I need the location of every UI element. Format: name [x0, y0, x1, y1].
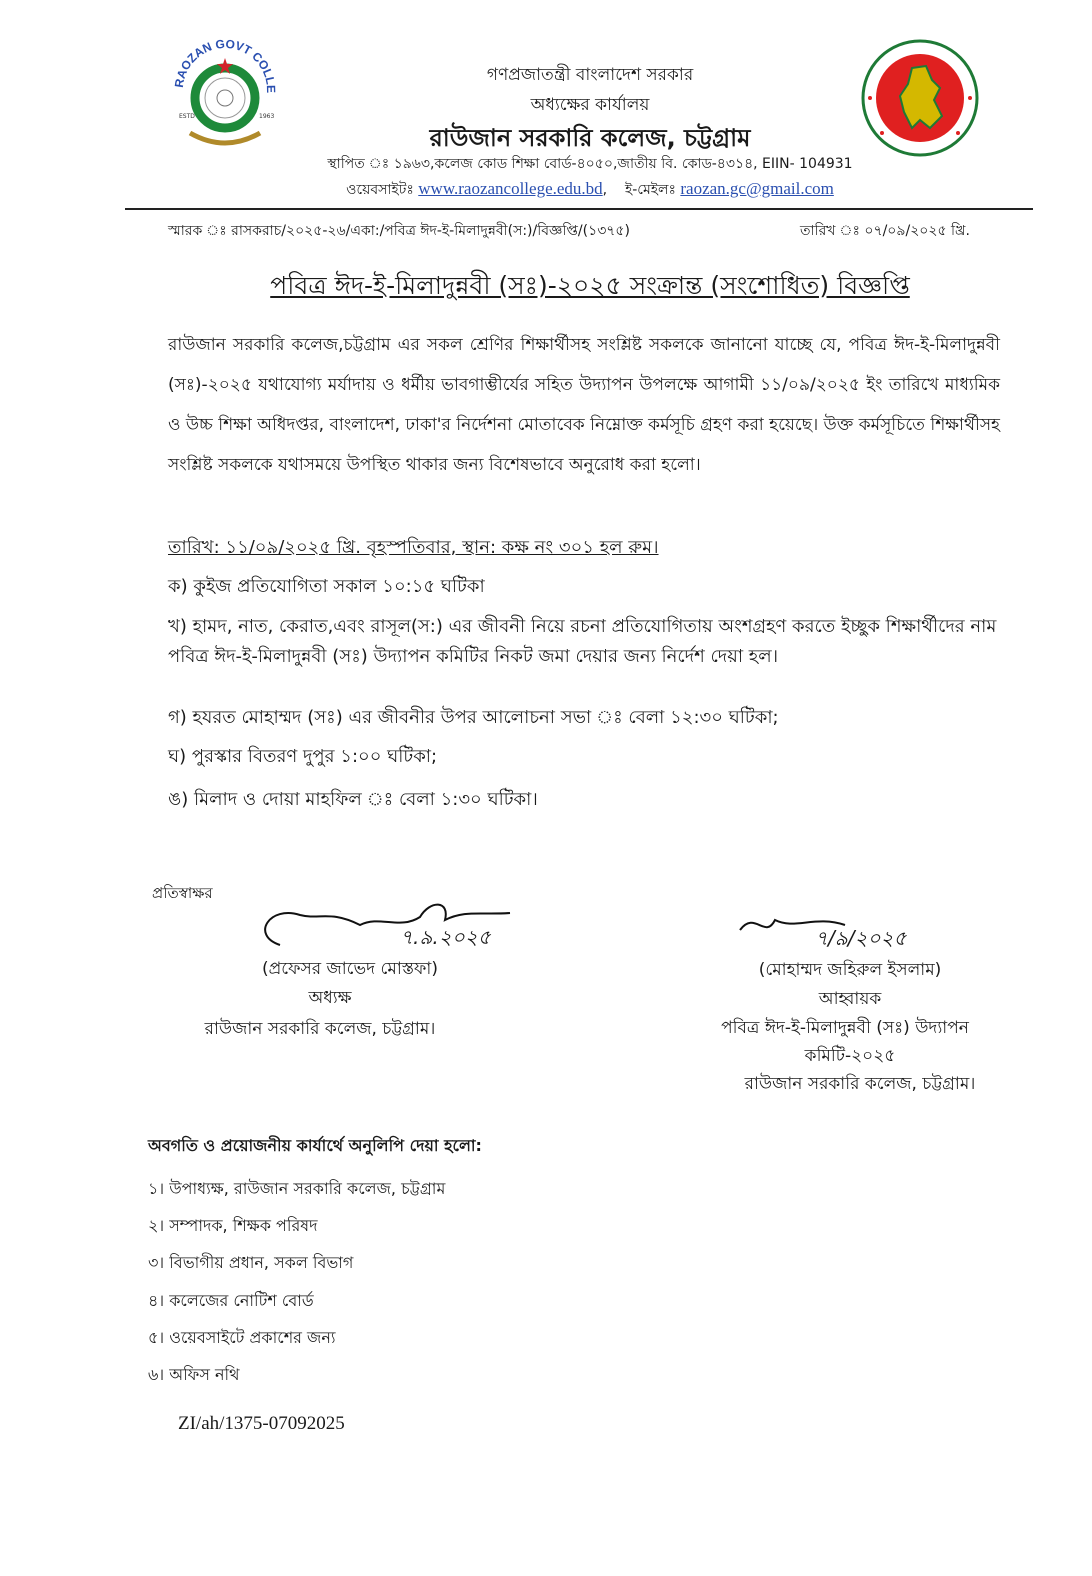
event-date-venue: তারিখ: ১১/০৯/২০২৫ খ্রি. বৃহস্পতিবার, স্থান: কক্ষ নং ৩০১ হল রুম। [168, 537, 659, 558]
program-item: ক) কুইজ প্রতিযোগিতা সকাল ১০:১৫ ঘটিকা [168, 576, 485, 597]
notice-body: রাউজান সরকারি কলেজ,চট্টগ্রাম এর সকল শ্রেণির শিক্ষার্থীসহ সংশ্লিষ্ট সকলকে জানানো যাচ্ছে যে, পবিত্র ঈদ-ই-মিলাদুন্নবী (সঃ)-২০২৫ যথাযোগ্য মর্যাদায় ও ধর্মীয় ভাবগাম্ভীর্যের সহিত উদ্যাপন উপলক্ষে আগামী ১১/০৯/২০২৫ ইং তারিখে মাধ্যমিক ও উচ্চ শিক্ষা অধিদপ্তর, বাংলাদেশ, ঢাকা'র নির্দেশনা মোতাবেক নিম্নোক্ত কর্মসূচি গ্রহণ করা হয়েছে। উক্ত কর্মসূচিতে শিক্ষার্থীসহ সংশ্লিষ্ট সকলকে যথাসময়ে উপস্থিত থাকার জন্য বিশেষভাবে অনুরোধ করা হলো। [168, 335, 1000, 475]
signatory-left-designation: অধ্যক্ষ [308, 988, 352, 1008]
footer-code: ZI/ah/1375-07092025 [178, 1413, 345, 1434]
program-item: খ) হামদ, নাত, কেরাত,এবং রাসূল(স:) এর জীবনী নিয়ে রচনা প্রতিযোগিতায় অংশগ্রহণ করতে ইচ্ছুক শিক্ষার্থীদের নাম পবিত্র ঈদ-ই-মিলাদুন্নবী (সঃ) উদ্যাপন কমিটির নিকট জমা দেয়ার জন্য নির্দেশ দেয়া হল। [168, 616, 997, 667]
signatory-left-name: (প্রফেসর জাভেদ মোস্তফা) [261, 959, 438, 979]
header-divider [125, 208, 1033, 210]
govt-name: গণপ্রজাতন্ত্রী বাংলাদেশ সরকার [486, 65, 694, 85]
svg-text:RAOZAN GOVT COLLEGE: RAOZAN GOVT COLLE [171, 36, 279, 94]
college-name: রাউজান সরকারি কলেজ, চট্টগ্রাম [429, 124, 751, 152]
memo-reference: স্মারক ঃ রাসকরাচ/২০২৫-২৬/একা:/পবিত্র ঈদ-ই-মিলাদুন্নবী(স:)/বিজ্ঞপ্তি/(১৩৭৫) [168, 223, 630, 239]
copy-item: ৩। বিভাগীয় প্রধান, সকল বিভাগ [148, 1253, 354, 1272]
memo-date: তারিখ ঃ ০৭/০৯/২০২৫ খ্রি. [800, 223, 970, 239]
signatory-right-committee: পবিত্র ঈদ-ই-মিলাদুন্নবী (সঃ) উদ্যাপন [721, 1018, 969, 1038]
signature-left: ৭.৯.২০২৫ [250, 895, 540, 955]
program-item: ঘ) পুরস্কার বিতরণ দুপুর ১:০০ ঘটিকা; [168, 746, 438, 767]
copies-heading: অবগতি ও প্রয়োজনীয় কার্যার্থে অনুলিপি দেয়া হলো: [148, 1136, 482, 1155]
svg-text:1963: 1963 [259, 113, 275, 120]
program-item: গ) হযরত মোহাম্মদ (সঃ) এর জীবনীর উপর আলোচনা সভা ঃ বেলা ১২:৩০ ঘটিকা; [168, 707, 779, 728]
office-name: অধ্যক্ষের কার্যালয় [530, 95, 650, 115]
college-codes: স্থাপিত ঃ ১৯৬৩,কলেজ কোড শিক্ষা বোর্ড-৪০৫০,জাতীয় বি. কোড-৪৩১৪, EIIN- 104931 [327, 156, 853, 172]
signatory-right-designation: আহ্বায়ক [818, 989, 882, 1009]
email-link[interactable]: raozan.gc@gmail.com [680, 179, 834, 198]
signatory-left-org: রাউজান সরকারি কলেজ, চট্টগ্রাম। [204, 1019, 436, 1039]
svg-text:ESTD: ESTD [179, 113, 195, 120]
copy-item: ৫। ওয়েবসাইটে প্রকাশের জন্য [148, 1328, 336, 1347]
email-label: ই-মেইলঃ [624, 182, 676, 198]
signatory-right-org: রাউজান সরকারি কলেজ, চট্টগ্রাম। [744, 1074, 976, 1094]
countersign-label: প্রতিস্বাক্ষর [152, 884, 213, 902]
website-link[interactable]: www.raozancollege.edu.bd [418, 179, 603, 198]
signatory-right-name: (মোহাম্মদ জহিরুল ইসলাম) [758, 960, 942, 980]
contact-line: ওয়েবসাইটঃ www.raozancollege.edu.bd, ই-মেইলঃ raozan.gc@gmail.com [346, 179, 834, 198]
notice-title: পবিত্র ঈদ-ই-মিলাদুন্নবী (সঃ)-২০২৫ সংক্রান্ত (সংশোধিত) বিজ্ঞপ্তি [270, 271, 910, 300]
copy-item: ৬। অফিস নথি [148, 1365, 240, 1384]
program-item: ঙ) মিলাদ ও দোয়া মাহফিল ঃ বেলা ১:৩০ ঘটিকা। [168, 789, 538, 810]
website-label: ওয়েবসাইটঃ [346, 182, 414, 198]
signature-right: ৭/৯/২০২৫ [735, 910, 965, 960]
copy-item: ১। উপাধ্যক্ষ, রাউজান সরকারি কলেজ, চট্টগ্রাম [148, 1179, 446, 1198]
signatory-right-committee-year: কমিটি-২০২৫ [804, 1046, 896, 1066]
college-logo [165, 28, 285, 153]
copy-item: ২। সম্পাদক, শিক্ষক পরিষদ [148, 1216, 318, 1235]
copy-item: ৪। কলেজের নোটিশ বোর্ড [148, 1291, 314, 1310]
